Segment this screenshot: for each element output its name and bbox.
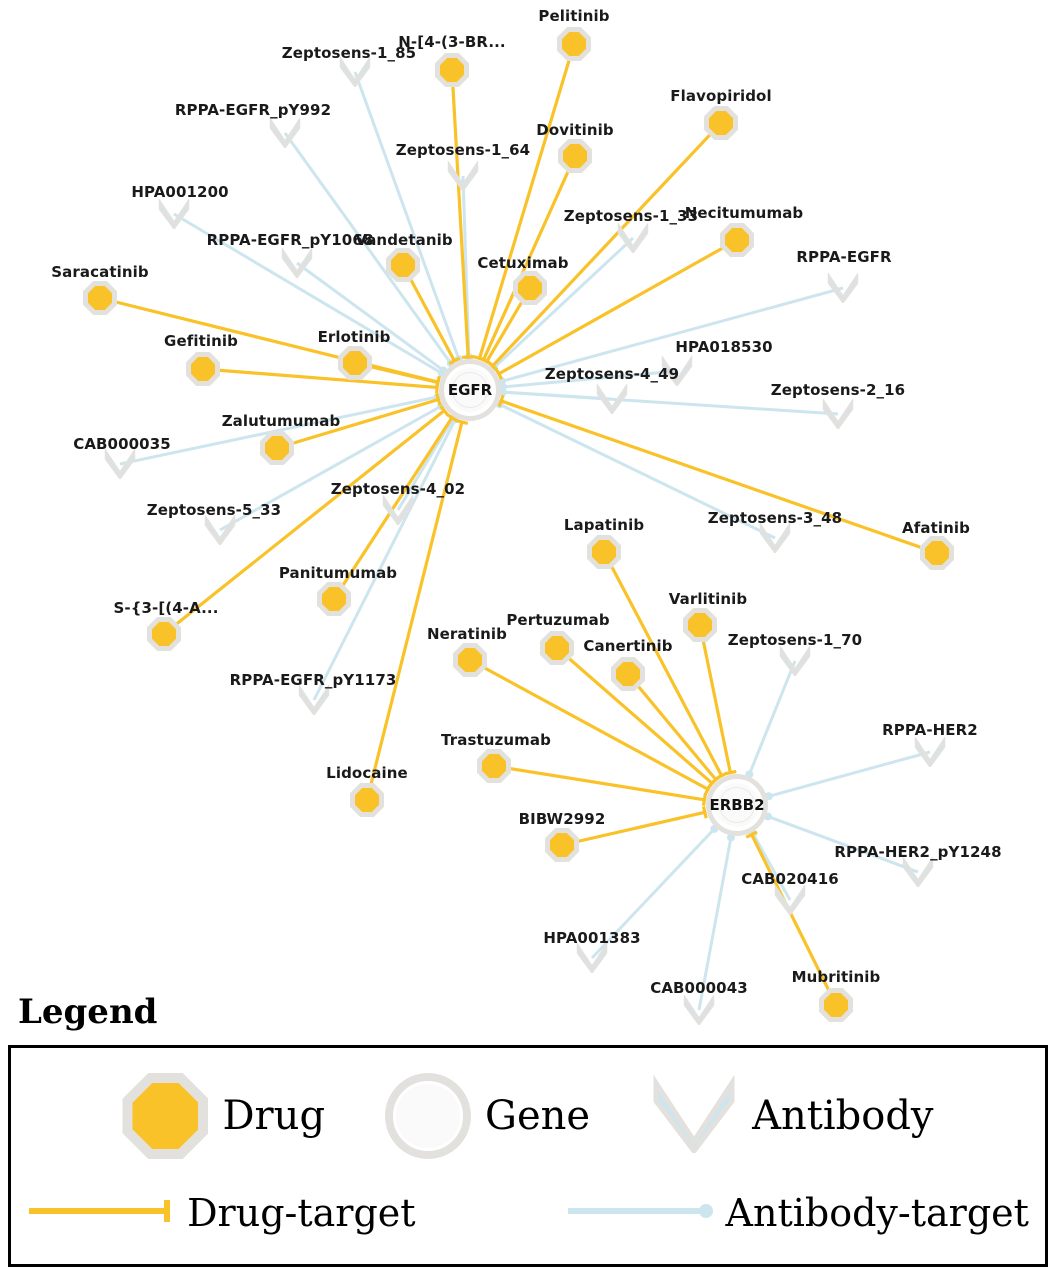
edge-tee-marker bbox=[437, 381, 438, 393]
octagon-icon bbox=[435, 53, 469, 87]
drug-label: Gefitinib bbox=[164, 332, 238, 350]
drug-node[interactable] bbox=[435, 53, 469, 87]
legend-title: Legend bbox=[18, 992, 158, 1032]
octagon-icon bbox=[720, 223, 754, 257]
octagon-icon bbox=[513, 271, 547, 305]
antibody-node[interactable] bbox=[901, 857, 935, 887]
antibody-label: RPPA-HER2 bbox=[882, 721, 978, 739]
drug-label: Mubritinib bbox=[791, 968, 881, 986]
octagon-icon bbox=[611, 657, 645, 691]
antibody-label: RPPA-EGFR_pY1173 bbox=[229, 671, 397, 689]
octagon-icon bbox=[350, 783, 384, 817]
drug-label: BIBW2992 bbox=[518, 810, 606, 828]
chevron-icon bbox=[821, 399, 855, 429]
legend-label-antibody: Antibody bbox=[752, 1093, 934, 1139]
octagon-icon bbox=[704, 106, 738, 140]
drug-node[interactable] bbox=[386, 248, 420, 282]
edge-tee-marker bbox=[462, 357, 474, 358]
chevron-icon bbox=[682, 995, 716, 1025]
graph-edge bbox=[769, 752, 930, 796]
antibody-label: HPA018530 bbox=[675, 338, 773, 356]
drug-node[interactable] bbox=[587, 535, 621, 569]
drug-node[interactable] bbox=[338, 346, 372, 380]
drug-node[interactable] bbox=[513, 271, 547, 305]
antibody-node[interactable] bbox=[773, 885, 807, 915]
drug-node[interactable] bbox=[557, 27, 591, 61]
antibody-node[interactable] bbox=[575, 943, 609, 973]
antibody-label: Zeptosens-3_48 bbox=[707, 509, 843, 527]
drug-label: Cetuximab bbox=[477, 254, 569, 272]
drug-node[interactable] bbox=[260, 431, 294, 465]
circle-ring-icon bbox=[385, 1073, 471, 1159]
drug-label: Canertinib bbox=[583, 637, 673, 655]
octagon-icon bbox=[83, 281, 117, 315]
antibody-node[interactable] bbox=[913, 737, 947, 767]
legend-item-drug bbox=[122, 1073, 325, 1159]
octagon-icon bbox=[557, 27, 591, 61]
antibody-label: RPPA-EGFR bbox=[796, 248, 892, 266]
antibody-label: Zeptosens-4_49 bbox=[544, 365, 680, 383]
octagon-icon bbox=[587, 535, 621, 569]
antibody-node[interactable] bbox=[595, 384, 629, 414]
drug-node[interactable] bbox=[83, 281, 117, 315]
graph-edge bbox=[749, 661, 795, 774]
drug-label: S-{3-[(4-A... bbox=[113, 599, 219, 617]
antibody-label: Zeptosens-1_70 bbox=[727, 631, 863, 649]
antibody-target-edge-icon bbox=[566, 1196, 716, 1230]
drug-label: Pelitinib bbox=[538, 7, 610, 25]
antibody-label: Zeptosens-1_85 bbox=[281, 44, 417, 62]
antibody-label: Zeptosens-4_02 bbox=[330, 480, 466, 498]
antibody-node[interactable] bbox=[157, 199, 191, 229]
chevron-icon bbox=[826, 273, 860, 303]
legend-item-antibody-target bbox=[566, 1191, 1029, 1235]
antibody-node[interactable] bbox=[826, 273, 860, 303]
drug-node[interactable] bbox=[317, 582, 351, 616]
octagon-icon bbox=[317, 582, 351, 616]
antibody-node[interactable] bbox=[268, 118, 302, 148]
chevron-icon bbox=[616, 223, 650, 253]
octagon-icon bbox=[477, 749, 511, 783]
drug-label: N-[4-(3-BR... bbox=[398, 33, 506, 51]
antibody-label: Zeptosens-1_64 bbox=[395, 141, 531, 159]
octagon-icon bbox=[122, 1073, 208, 1159]
graph-edge bbox=[314, 419, 455, 700]
antibody-node[interactable] bbox=[758, 523, 792, 553]
drug-label: Panitumumab bbox=[278, 564, 398, 582]
drug-node[interactable] bbox=[704, 106, 738, 140]
drug-label: Afatinib bbox=[902, 519, 970, 537]
gene-label: EGFR bbox=[447, 381, 493, 399]
legend-item-antibody bbox=[650, 1075, 933, 1157]
antibody-node[interactable] bbox=[280, 248, 314, 278]
drug-label: Pertuzumab bbox=[506, 611, 610, 629]
antibody-label: HPA001200 bbox=[131, 183, 229, 201]
drug-target-edge-icon bbox=[27, 1196, 177, 1230]
octagon-icon bbox=[920, 536, 954, 570]
chevron-icon bbox=[297, 685, 331, 715]
antibody-node[interactable] bbox=[203, 515, 237, 545]
antibody-label: Zeptosens-2_16 bbox=[770, 381, 906, 399]
octagon-icon bbox=[558, 139, 592, 173]
legend-label-drug-target: Drug-target bbox=[187, 1191, 416, 1235]
drug-node[interactable] bbox=[545, 828, 579, 862]
antibody-label: HPA001383 bbox=[543, 929, 641, 947]
drug-label: Varlitinib bbox=[668, 590, 748, 608]
drug-node[interactable] bbox=[720, 223, 754, 257]
drug-label: Saracatinib bbox=[51, 263, 149, 281]
drug-node[interactable] bbox=[819, 988, 853, 1022]
antibody-node[interactable] bbox=[103, 449, 137, 479]
chevron-icon bbox=[268, 118, 302, 148]
chevron-icon bbox=[157, 199, 191, 229]
octagon-icon bbox=[540, 631, 574, 665]
octagon-icon bbox=[386, 248, 420, 282]
chevron-icon bbox=[901, 857, 935, 887]
chevron-icon bbox=[280, 248, 314, 278]
antibody-node[interactable] bbox=[381, 495, 415, 525]
drug-label: Necitumumab bbox=[684, 204, 804, 222]
legend-item-drug-target bbox=[27, 1191, 415, 1235]
drug-node[interactable] bbox=[453, 643, 487, 677]
antibody-node[interactable] bbox=[297, 685, 331, 715]
antibody-label: Zeptosens-5_33 bbox=[146, 501, 282, 519]
drug-node[interactable] bbox=[920, 536, 954, 570]
drug-label: Neratinib bbox=[426, 625, 508, 643]
drug-label: Trastuzumab bbox=[441, 731, 551, 749]
drug-label: Lapatinib bbox=[563, 516, 645, 534]
antibody-label: CAB020416 bbox=[741, 870, 839, 888]
drug-node[interactable] bbox=[147, 617, 181, 651]
antibody-label: Zeptosens-1_33 bbox=[563, 207, 699, 225]
drug-node[interactable] bbox=[186, 352, 220, 386]
chevron-icon bbox=[381, 495, 415, 525]
octagon-icon bbox=[147, 617, 181, 651]
antibody-node[interactable] bbox=[778, 646, 812, 676]
chevron-icon bbox=[446, 161, 480, 191]
antibody-label: RPPA-EGFR_pY1068 bbox=[206, 231, 374, 249]
chevron-icon bbox=[203, 515, 237, 545]
graph-edge bbox=[700, 625, 730, 773]
octagon-icon bbox=[545, 828, 579, 862]
octagon-icon bbox=[338, 346, 372, 380]
antibody-label: CAB000035 bbox=[73, 435, 171, 453]
legend-item-gene bbox=[385, 1073, 590, 1159]
gene-label: ERBB2 bbox=[709, 796, 765, 814]
chevron-icon bbox=[758, 523, 792, 553]
drug-label: Erlotinib bbox=[317, 328, 391, 346]
drug-label: Lidocaine bbox=[326, 764, 408, 782]
legend-label-drug: Drug bbox=[222, 1093, 326, 1139]
antibody-label: RPPA-HER2_pY1248 bbox=[834, 843, 1002, 861]
chevron-icon bbox=[595, 384, 629, 414]
graph-edge bbox=[479, 44, 574, 358]
drug-label: Dovitinib bbox=[536, 121, 614, 139]
chevron-icon bbox=[913, 737, 947, 767]
antibody-node[interactable] bbox=[446, 161, 480, 191]
legend-label-gene: Gene bbox=[485, 1093, 591, 1139]
antibody-node[interactable] bbox=[616, 223, 650, 253]
octagon-icon bbox=[453, 643, 487, 677]
antibody-node[interactable] bbox=[682, 995, 716, 1025]
octagon-icon bbox=[260, 431, 294, 465]
chevron-icon bbox=[575, 943, 609, 973]
octagon-icon bbox=[186, 352, 220, 386]
chevron-icon bbox=[778, 646, 812, 676]
octagon-icon bbox=[683, 608, 717, 642]
drug-node[interactable] bbox=[558, 139, 592, 173]
antibody-label: RPPA-EGFR_pY992 bbox=[174, 101, 332, 119]
drug-node[interactable] bbox=[683, 608, 717, 642]
octagon-icon bbox=[819, 988, 853, 1022]
drug-node[interactable] bbox=[477, 749, 511, 783]
drug-node[interactable] bbox=[540, 631, 574, 665]
drug-label: Vandetanib bbox=[355, 231, 453, 249]
chevron-icon bbox=[650, 1075, 738, 1157]
antibody-node[interactable] bbox=[821, 399, 855, 429]
drug-label: Flavopiridol bbox=[670, 87, 772, 105]
legend-panel bbox=[8, 1045, 1048, 1267]
antibody-label: CAB000043 bbox=[650, 979, 748, 997]
legend-label-antibody-target: Antibody-target bbox=[725, 1191, 1029, 1235]
drug-node[interactable] bbox=[350, 783, 384, 817]
drug-node[interactable] bbox=[611, 657, 645, 691]
chevron-icon bbox=[103, 449, 137, 479]
drug-label: Zalutumumab bbox=[221, 412, 341, 430]
chevron-icon bbox=[773, 885, 807, 915]
